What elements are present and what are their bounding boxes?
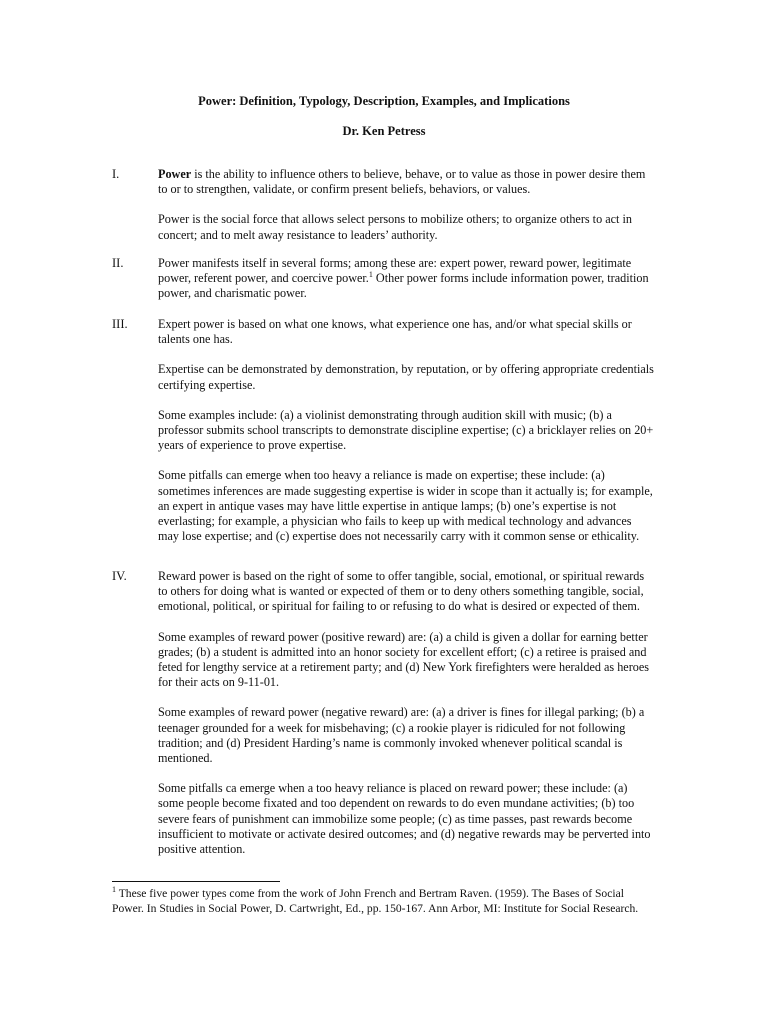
paragraph: Some examples of reward power (negative reward) are: (a) a driver is fines for illegal parking; (b) a teenager grounded for a week for misbehaving; (c) a rookie player is ridiculed for not following tradition; and (d) President Harding’s name is commonly invoked whenever political scandal is mentioned. bbox=[158, 705, 645, 766]
footnote-text: These five power types come from the work of John French and Bertram Raven. (1959). The Bases of Social Power. In Studies in Social Power, D. Cartwright, Ed., pp. 150-167. Ann Arbor, MI: Institute for Social Research. bbox=[112, 887, 639, 916]
bold-term: Power bbox=[158, 167, 192, 181]
paragraph-text: is the ability to influence others to believe, behave, or to value as those in power desire them to or to strengthen, validate, or confirm present beliefs, behaviors, or values. bbox=[158, 167, 646, 197]
section-body bbox=[158, 317, 654, 559]
paragraph: Some pitfalls ca emerge when a too heavy reliance is placed on reward power; these include: (a) some people become fixated and too dependent on rewards to do even mundane activities; (b) too severe fears of punishment can immobilize some people; (c) as time passes, past rewards become insufficient to motivate or activate desired outcomes; and (d) negative rewards may be perverted into positive attention. bbox=[158, 781, 651, 857]
paragraph: Expert power is based on what one knows, what experience one has, and/or what special skills or talents one has. bbox=[158, 317, 632, 347]
paragraph bbox=[158, 167, 654, 197]
section-numeral: II. bbox=[112, 256, 124, 270]
paragraph-text: Other power forms include information power, tradition power, and charismatic power. bbox=[158, 271, 649, 301]
document-title: Power: Definition, Typology, Description, Examples, and Implications bbox=[198, 94, 570, 108]
section-body bbox=[158, 167, 654, 258]
paragraph: Power is the social force that allows select persons to mobilize others; to organize others to act in concert; and to melt away resistance to leaders’ authority. bbox=[158, 212, 632, 242]
footnote-marker: 1 bbox=[112, 885, 116, 895]
paragraph: Some examples include: (a) a violinist demonstrating through audition skill with music; (b) a professor submits school transcripts to demonstrate discipline expertise; (c) a bricklayer relies on 20+ years of experience to prove expertise. bbox=[158, 407, 654, 453]
footnote bbox=[112, 886, 652, 916]
paragraph: Expertise can be demonstrated by demonstration, by reputation, or by offering appropriate credentials certifying expertise. bbox=[158, 362, 654, 392]
paragraph: Reward power is based on the right of some to offer tangible, social, emotional, or spiritual rewards to others for doing what is wanted or expected of them or to deny others something tangible, social, emotional, political, or spiritual for failing to or refusing to do what is desired or expected of them. bbox=[158, 569, 645, 614]
section-body bbox=[158, 569, 654, 872]
document-author: Dr. Ken Petress bbox=[342, 124, 426, 138]
footnote-separator bbox=[112, 881, 280, 882]
section-numeral: IV. bbox=[112, 569, 127, 583]
paragraph: Some pitfalls can emerge when too heavy a reliance is made on expertise; these include: (a) sometimes inferences are made suggesting expertise is wider in scope than it actually is; for example, an expert in antique vases may have little expertise in antique lamps; (b) one’s expertise is not everlasting; for example, a physician who fails to keep up with medical technology and advances may lose expertise; and (c) expertise does not necessarily carry with it common sense or ethicality. bbox=[158, 468, 653, 544]
paragraph bbox=[158, 256, 654, 302]
section-body bbox=[158, 256, 654, 317]
paragraph: Some examples of reward power (positive reward) are: (a) a child is given a dollar for earning better grades; (b) a student is admitted into an honor society for excellent effort; (c) a retiree is praised and feted for lengthy service at a retirement party; and (d) New York firefighters were heralded as heroes for their acts on 9-11-01. bbox=[158, 629, 650, 690]
paragraph-text: Power manifests itself in several forms; among these are: expert power, reward power, legitimate power, referent power, and coercive power. bbox=[158, 256, 632, 286]
section-numeral: III. bbox=[112, 317, 128, 331]
footnote-reference[interactable]: 1 bbox=[368, 270, 373, 280]
section-numeral: I. bbox=[112, 167, 120, 181]
